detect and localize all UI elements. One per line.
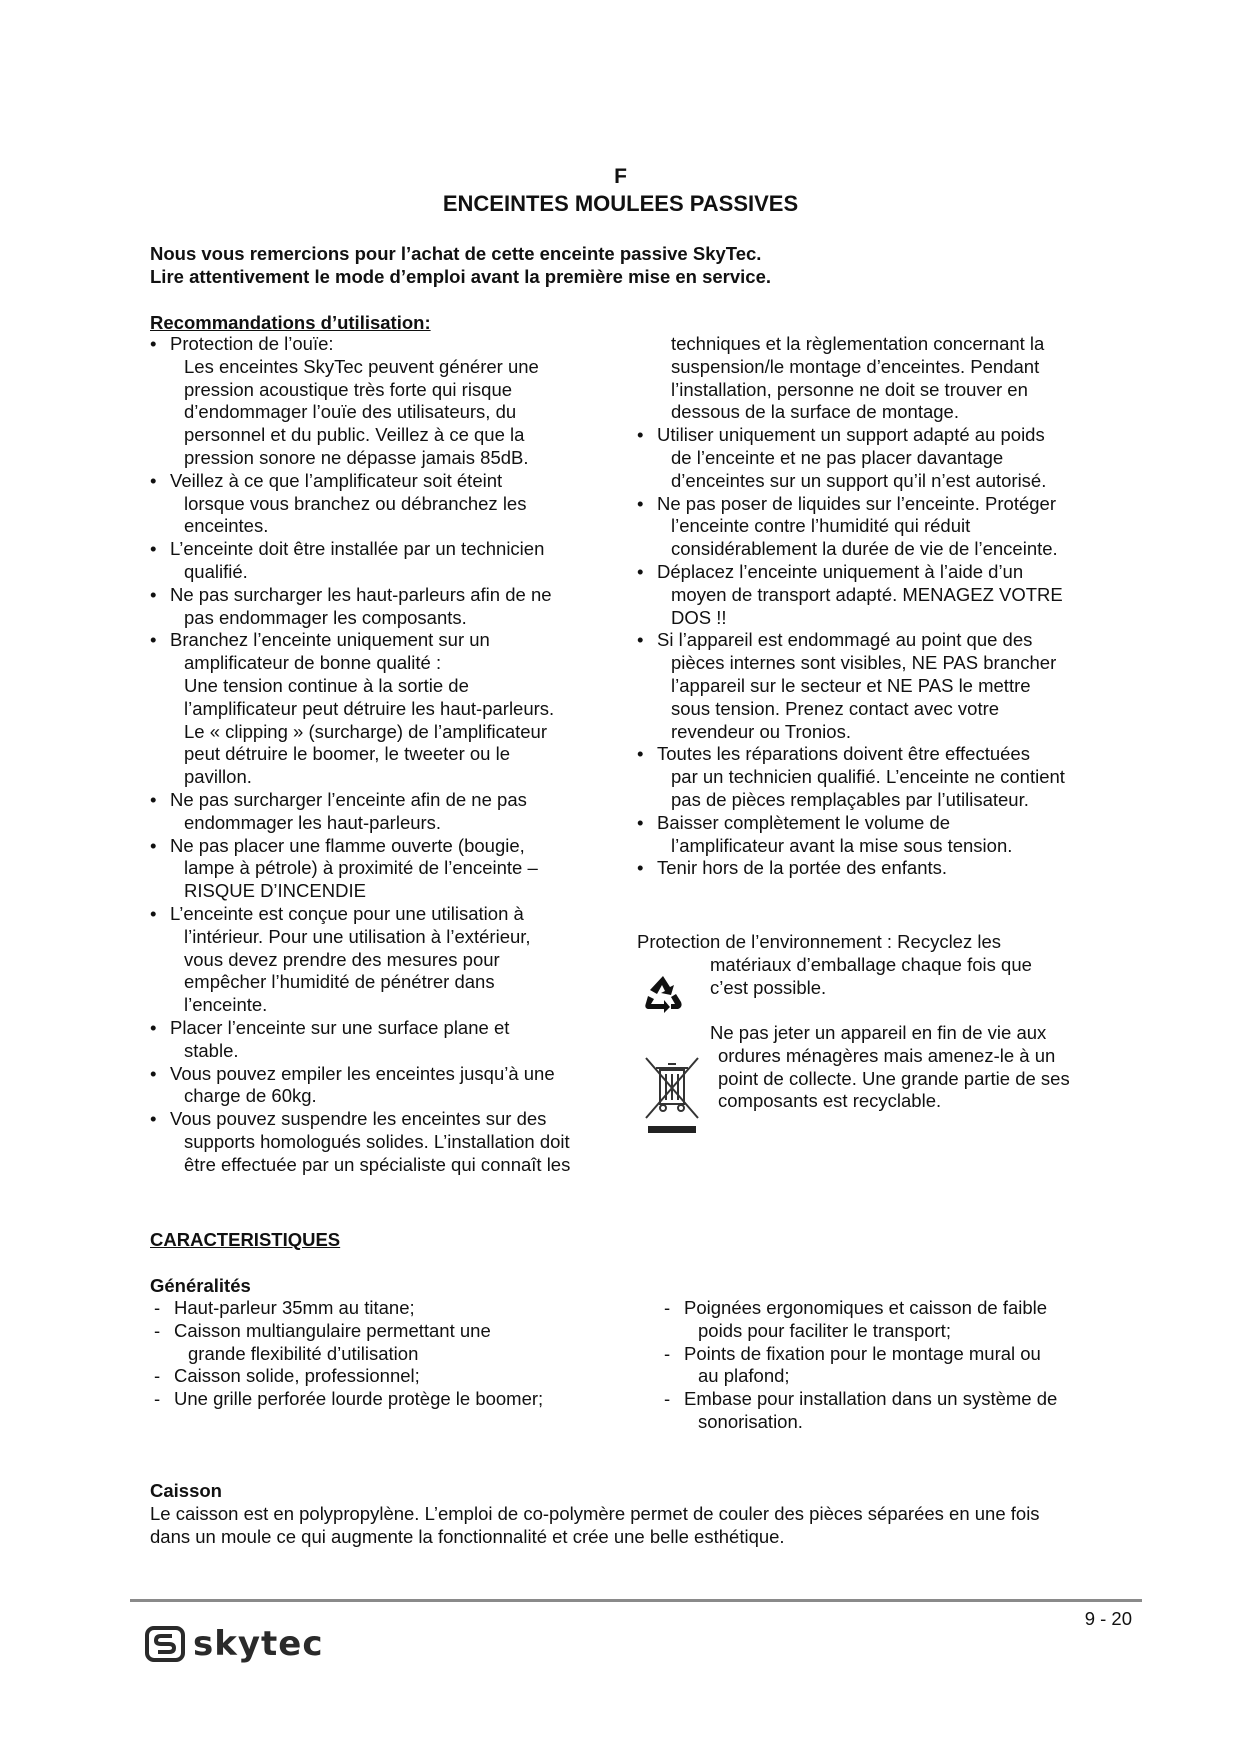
list-item-continuation: considérablement la durée de vie de l’enceinte. (671, 538, 1058, 560)
list-item-text: Vous pouvez suspendre les enceintes sur des (170, 1108, 547, 1130)
list-item-continuation: pression sonore ne dépasse jamais 85dB. (184, 446, 529, 468)
characteristics-left-column (154, 1297, 634, 1411)
weee-line: point de collecte. Une grande partie de ses (718, 1067, 1070, 1089)
bullet-marker: • (637, 811, 644, 833)
brand-name: skytec (193, 1624, 324, 1664)
list-item-continuation: l’enceinte. (184, 994, 268, 1016)
list-item-text: Si l’appareil est endommagé au point que des (657, 629, 1033, 651)
list-item (637, 743, 1107, 811)
list-item-text: Caisson solide, professionnel; (174, 1365, 420, 1387)
list-item-continuation: revendeur ou Tronios. (671, 720, 851, 742)
page-title: ENCEINTES MOULEES PASSIVES (442, 191, 799, 216)
weee-text (710, 1022, 1070, 1113)
bullet-marker: • (150, 583, 157, 605)
bullet-marker: • (637, 857, 644, 879)
list-item-continuation: Le « clipping » (surcharge) de l’amplificateur (184, 720, 547, 742)
weee-line: ordures ménagères mais amenez-le à un (718, 1044, 1056, 1066)
list-item (150, 584, 610, 630)
bullet-marker: • (150, 469, 157, 491)
list-item (150, 538, 610, 584)
list-item (637, 424, 1107, 492)
list-item-continuation: l’enceinte contre l’humidité qui réduit (671, 515, 971, 537)
list-item (150, 629, 610, 789)
list-item-text: Une grille perforée lourde protège le boomer; (174, 1388, 544, 1410)
dash-marker: - (154, 1297, 161, 1318)
list-item-continuation: par un technicien qualifié. L’enceinte ne contient (671, 766, 1065, 788)
list-item (664, 1388, 1124, 1434)
list-item-text: L’enceinte doit être installée par un technicien (170, 538, 545, 560)
list-item-continuation: pavillon. (184, 766, 252, 788)
bullet-marker: • (150, 902, 157, 924)
recycle-icon (643, 972, 683, 1019)
dash-marker: - (154, 1319, 161, 1341)
recycle-line: matériaux d’emballage chaque fois que (710, 954, 1032, 975)
crossed-bin-icon (644, 1056, 700, 1141)
list-item-continuation: Une tension continue à la sortie de (184, 674, 469, 696)
language-label: F (614, 165, 627, 188)
list-item-continuation: amplificateur de bonne qualité : (184, 652, 442, 674)
list-item-text: Points de fixation pour le montage mural ou (684, 1342, 1041, 1364)
bullet-marker: • (637, 560, 644, 582)
list-item-text: Ne pas placer une flamme ouverte (bougie, (170, 834, 525, 856)
list-item (637, 493, 1107, 561)
list-item-continuation: DOS !! (671, 606, 727, 628)
bullet-marker: • (150, 1016, 157, 1038)
footer-divider (130, 1599, 1142, 1602)
list-item-continuation: supports homologués solides. L’installation doit (184, 1130, 570, 1152)
list-item (664, 1343, 1124, 1389)
caisson-paragraph (150, 1503, 1110, 1549)
list-item (637, 561, 1107, 629)
list-item-text: Tenir hors de la portée des enfants. (657, 857, 948, 879)
list-item-continuation: pas de pièces remplaçables par l’utilisateur. (671, 788, 1029, 810)
list-item (150, 1017, 610, 1063)
continuation-line: suspension/le montage d’enceintes. Pendant (671, 355, 1040, 377)
recycle-text (710, 954, 1130, 1000)
list-item-text: Vous pouvez empiler les enceintes jusqu’à une (170, 1062, 555, 1084)
list-item-continuation: Les enceintes SkyTec peuvent générer une (184, 355, 539, 377)
list-item-continuation: RISQUE D’INCENDIE (184, 880, 366, 902)
intro-line-1: Nous vous remercions pour l’achat de cette enceinte passive SkyTec. (150, 243, 762, 264)
characteristics-right-column (664, 1297, 1124, 1434)
list-item-text: Caisson multiangulaire permettant une (174, 1319, 491, 1341)
list-item-text: Poignées ergonomiques et caisson de faible (684, 1297, 1048, 1318)
weee-line: Ne pas jeter un appareil en fin de vie aux (710, 1022, 1047, 1043)
recommendations-left-column (150, 333, 610, 1176)
generalities-heading: Généralités (150, 1275, 251, 1296)
list-item (154, 1297, 634, 1320)
list-item-continuation: au plafond; (698, 1365, 790, 1387)
page-number: 9 - 20 (1084, 1608, 1132, 1629)
list-item-continuation: l’appareil sur le secteur et NE PAS le mettre (671, 674, 1031, 696)
list-item-continuation: vous devez prendre des mesures pour (184, 948, 500, 970)
list-item (150, 470, 610, 538)
caisson-heading: Caisson (150, 1480, 222, 1501)
characteristics-left-list (154, 1297, 634, 1411)
bullet-marker: • (150, 1108, 157, 1130)
list-item-continuation: d’endommager l’ouïe des utilisateurs, du (184, 401, 517, 423)
continuation-line: dessous de la surface de montage. (671, 401, 959, 423)
recycle-line: c’est possible. (710, 976, 827, 998)
recommendations-left-list (150, 333, 610, 1176)
list-item (154, 1388, 634, 1411)
caisson-line: Le caisson est en polypropylène. L’emploi de co-polymère permet de couler des pièces séparées en une fois (150, 1503, 1040, 1524)
list-item-continuation: sous tension. Prenez contact avec votre (671, 697, 1000, 719)
list-item (150, 835, 610, 903)
list-item-continuation: pression acoustique très forte qui risque (184, 378, 513, 400)
intro-line-2: Lire attentivement le mode d’emploi avant la première mise en service. (150, 266, 772, 287)
dash-marker: - (664, 1388, 671, 1410)
list-item (154, 1320, 634, 1366)
list-item (637, 629, 1107, 743)
list-item-text: Placer l’enceinte sur une surface plane et (170, 1016, 510, 1038)
list-item-text: Embase pour installation dans un système de (684, 1388, 1058, 1410)
list-item (664, 1297, 1124, 1343)
bullet-marker: • (150, 538, 157, 560)
bullet-marker: • (150, 788, 157, 810)
list-item-continuation: poids pour faciliter le transport; (698, 1319, 951, 1341)
skytec-logo (145, 1624, 323, 1664)
dash-marker: - (664, 1342, 671, 1364)
list-item-continuation: l’intérieur. Pour une utilisation à l’extérieur, (184, 925, 531, 947)
list-item-continuation: stable. (184, 1039, 239, 1061)
characteristics-heading: CARACTERISTIQUES (150, 1229, 341, 1250)
list-item-continuation: charge de 60kg. (184, 1085, 317, 1107)
list-item (637, 857, 1107, 880)
list-item-continuation: enceintes. (184, 515, 269, 537)
list-item-text: Baisser complètement le volume de (657, 811, 951, 833)
bullet-marker: • (150, 333, 157, 354)
dash-marker: - (154, 1388, 161, 1410)
weee-line: composants est recyclable. (718, 1090, 942, 1112)
recommendations-heading: Recommandations d’utilisation: (150, 312, 431, 333)
list-item-text: Déplacez l’enceinte uniquement à l’aide d’un (657, 560, 1024, 582)
list-item (154, 1365, 634, 1388)
caisson-line: dans un moule ce qui augmente la fonctionnalité et crée une belle esthétique. (150, 1525, 785, 1547)
list-item-continuation: qualifié. (184, 560, 248, 582)
list-item-continuation: grande flexibilité d’utilisation (188, 1342, 419, 1364)
list-item-continuation: empêcher l’humidité de pénétrer dans (184, 971, 495, 993)
list-item (150, 903, 610, 1017)
list-item-text: Ne pas surcharger l’enceinte afin de ne pas (170, 788, 527, 810)
list-item-continuation: personnel et du public. Veillez à ce que la (184, 424, 525, 446)
list-item-text: Haut-parleur 35mm au titane; (174, 1297, 415, 1318)
right-continuation (637, 333, 1107, 424)
list-item-text: Veillez à ce que l’amplificateur soit éteint (170, 469, 503, 491)
list-item-text: Ne pas surcharger les haut-parleurs afin de ne (170, 583, 552, 605)
characteristics-right-list (664, 1297, 1124, 1434)
list-item-continuation: d’enceintes sur un support qu’il n’est autorisé. (671, 469, 1047, 491)
bullet-marker: • (637, 424, 644, 446)
list-item-continuation: être effectuée par un spécialiste qui connaît les (184, 1153, 571, 1175)
continuation-line: l’installation, personne ne doit se trouver en (671, 378, 1028, 400)
list-item-continuation: moyen de transport adapté. MENAGEZ VOTRE (671, 583, 1063, 605)
bullet-marker: • (637, 492, 644, 514)
list-item-continuation: peut détruire le boomer, le tweeter ou le (184, 743, 510, 765)
list-item-continuation: sonorisation. (698, 1410, 803, 1432)
dash-marker: - (154, 1365, 161, 1387)
dash-marker: - (664, 1297, 671, 1318)
list-item-continuation: lampe à pétrole) à proximité de l’enceinte – (184, 857, 538, 879)
bullet-marker: • (637, 743, 644, 765)
list-item-continuation: l’amplificateur avant la mise sous tension. (671, 834, 1013, 856)
bullet-marker: • (150, 834, 157, 856)
list-item (150, 333, 610, 470)
bullet-marker: • (637, 629, 644, 651)
continuation-line: techniques et la règlementation concernant la (671, 333, 1045, 354)
recommendations-right-column (637, 333, 1107, 880)
list-item (150, 789, 610, 835)
list-item-continuation: l’amplificateur peut détruire les haut-parleurs. (184, 697, 555, 719)
list-item (150, 1063, 610, 1109)
skytec-logo-icon (145, 1624, 185, 1664)
bullet-marker: • (150, 629, 157, 651)
list-item-text: Utiliser uniquement un support adapté au poids (657, 424, 1045, 446)
list-item-text: Branchez l’enceinte uniquement sur un (170, 629, 490, 651)
list-item-continuation: endommager les haut-parleurs. (184, 811, 442, 833)
bullet-marker: • (150, 1062, 157, 1084)
list-item (637, 812, 1107, 858)
list-item (150, 1108, 610, 1176)
list-item-text: Toutes les réparations doivent être effectuées (657, 743, 1030, 765)
list-item-continuation: pièces internes sont visibles, NE PAS brancher (671, 652, 1057, 674)
recommendations-right-list (637, 424, 1107, 880)
list-item-continuation: de l’enceinte et ne pas placer davantage (671, 446, 1004, 468)
list-item-continuation: pas endommager les composants. (184, 606, 467, 628)
list-item-text: L’enceinte est conçue pour une utilisation à (170, 902, 524, 924)
list-item-text: Protection de l’ouïe: (170, 333, 334, 354)
list-item-continuation: lorsque vous branchez ou débranchez les (184, 492, 527, 514)
environment-heading: Protection de l’environnement : Recyclez les (637, 931, 1002, 952)
list-item-text: Ne pas poser de liquides sur l’enceinte. Protéger (657, 492, 1057, 514)
